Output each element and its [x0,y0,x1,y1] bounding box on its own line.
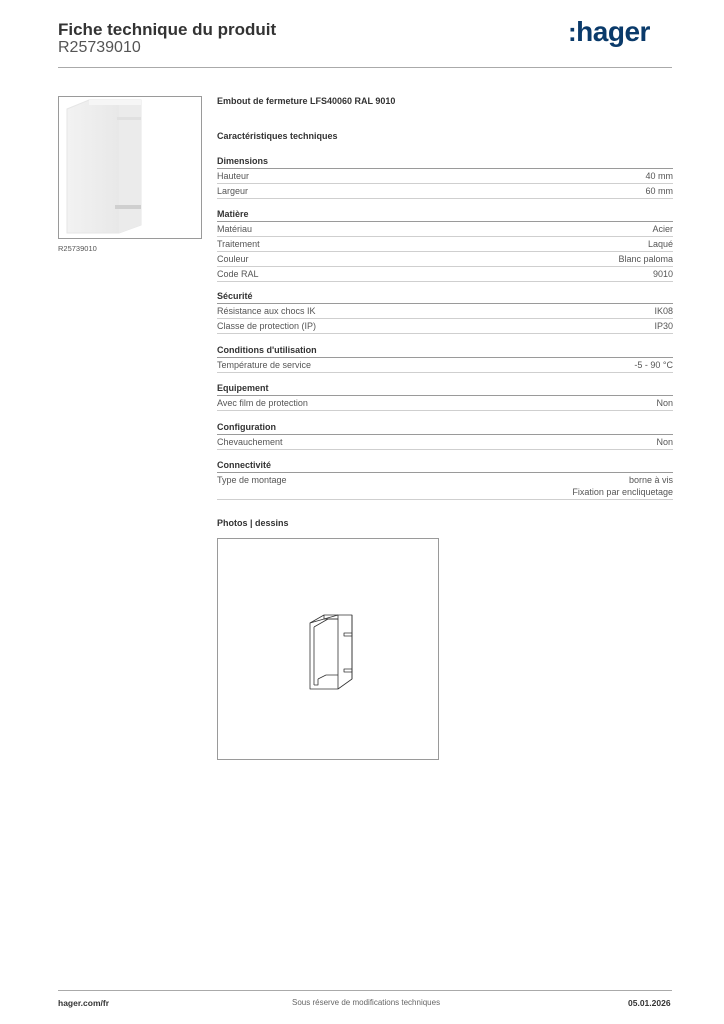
spec-row [217,358,673,373]
photos-title: Photos | dessins [217,518,289,528]
hager-logo[interactable] [568,16,650,48]
spec-value: Non [656,437,673,447]
product-name: Embout de fermeture LFS40060 RAL 9010 [217,96,396,106]
spec-value-line: Fixation par encliquetage [572,487,673,497]
section-title: Sécurité [217,290,673,304]
spec-row [217,267,673,282]
spec-row [217,237,673,252]
section-title: Connectivité [217,459,673,473]
section-dimensions [217,155,673,199]
spec-value: Blanc paloma [618,254,673,264]
spec-value: Acier [652,224,673,234]
footer-divider [58,990,672,991]
footer-website-link[interactable]: hager.com/fr [58,998,110,1008]
section-title: Dimensions [217,155,673,169]
footer-date: 05.01.2026 [628,998,671,1008]
logo-word: hager [576,16,650,47]
spec-row [217,396,673,411]
section-matiere [217,208,673,282]
spec-row [217,473,673,500]
section-configuration [217,421,673,450]
spec-label: Classe de protection (IP) [217,321,317,331]
spec-row [217,319,673,334]
spec-row [217,304,673,319]
spec-row [217,169,673,184]
section-title: Conditions d'utilisation [217,344,673,358]
spec-label: Traitement [217,239,260,249]
spec-label: Type de montage [217,475,287,485]
product-thumbnail [58,96,202,239]
section-equipement [217,382,673,411]
spec-row [217,222,673,237]
spec-heading: Caractéristiques techniques [217,131,338,141]
section-conditions [217,344,673,373]
footer-disclaimer: Sous réserve de modifications techniques [292,998,441,1007]
spec-row [217,435,673,450]
section-title: Equipement [217,382,673,396]
spec-value: 40 mm [645,171,673,181]
spec-value: 9010 [652,269,673,279]
spec-label: Hauteur [217,171,250,181]
header-divider [58,67,672,68]
spec-label: Couleur [217,254,249,264]
spec-label: Largeur [217,186,249,196]
spec-label: Avec film de protection [217,398,308,408]
spec-label: Résistance aux chocs IK [217,306,316,316]
spec-value: 60 mm [645,186,673,196]
logo-dots: : [568,17,577,47]
product-reference: R25739010 [58,39,141,56]
spec-value: IP30 [654,321,673,331]
spec-value: Non [656,398,673,408]
section-title: Configuration [217,421,673,435]
spec-label: Code RAL [217,269,259,279]
spec-value: IK08 [654,306,673,316]
end-cap-drawing-icon [218,539,438,759]
spec-value [572,474,673,498]
page-title: Fiche technique du produit [58,20,277,39]
end-cap-photo-icon [59,97,201,238]
spec-value-line: borne à vis [628,475,673,485]
section-title: Matière [217,208,673,222]
spec-value: -5 - 90 °C [634,360,673,370]
spec-label: Température de service [217,360,312,370]
spec-value: Laqué [647,239,673,249]
product-drawing [217,538,439,760]
section-connectivite [217,459,673,500]
section-securite [217,290,673,334]
thumbnail-caption: R25739010 [58,244,97,253]
spec-row [217,252,673,267]
spec-label: Matériau [217,224,253,234]
spec-label: Chevauchement [217,437,283,447]
spec-row [217,184,673,199]
